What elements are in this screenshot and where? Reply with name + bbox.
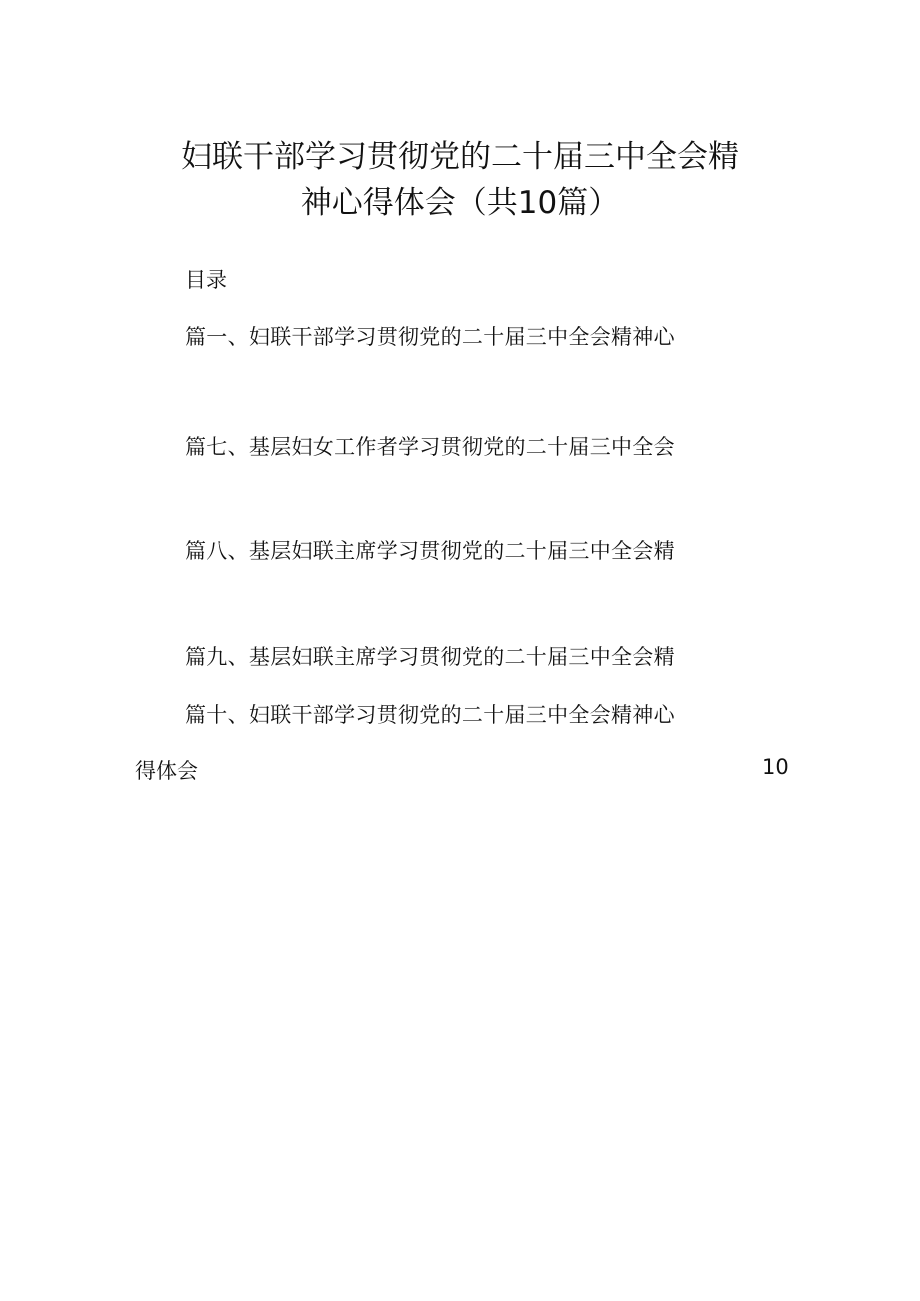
toc-entry-10[interactable]: 篇十、妇联干部学习贯彻党的二十届三中全会精神心 <box>185 703 675 727</box>
toc-entry-9[interactable]: 篇九、基层妇联主席学习贯彻党的二十届三中全会精 <box>185 645 675 669</box>
document-title-line-1: 妇联干部学习贯彻党的二十届三中全会精 <box>181 139 739 175</box>
toc-entry-1[interactable]: 篇一、妇联干部学习贯彻党的二十届三中全会精神心 <box>185 325 675 349</box>
document-title-line-2: 神心得体会（共10篇） <box>300 185 620 221</box>
toc-entry-10-continuation[interactable]: 得体会 <box>135 759 198 783</box>
toc-page-number: 10 <box>762 755 789 779</box>
toc-heading: 目录 <box>185 268 227 292</box>
toc-entry-8[interactable]: 篇八、基层妇联主席学习贯彻党的二十届三中全会精 <box>185 539 675 563</box>
toc-entry-7[interactable]: 篇七、基层妇女工作者学习贯彻党的二十届三中全会 <box>185 435 675 459</box>
